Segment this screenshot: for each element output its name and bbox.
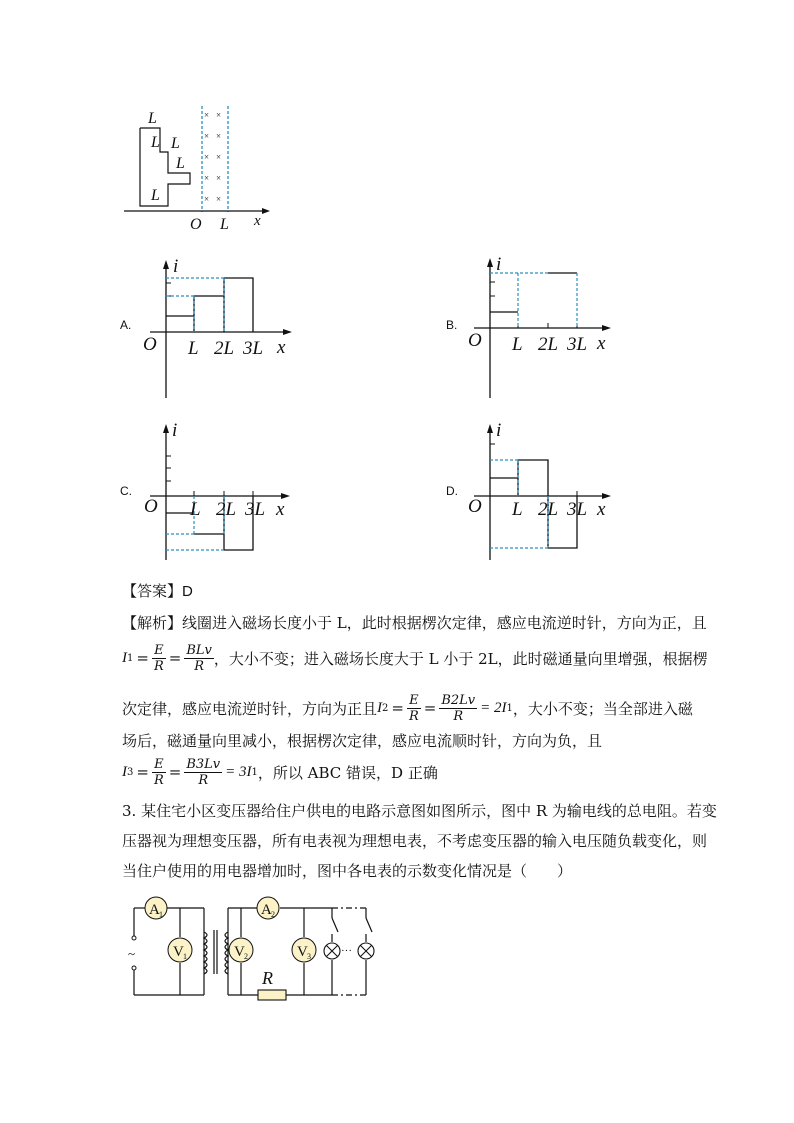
voltmeter-v2: [229, 938, 253, 962]
option-d-letter[interactable]: D.: [446, 484, 458, 498]
y-axis-label: i: [496, 420, 502, 441]
field-mark: ×: [204, 173, 210, 183]
ammeter-a2: [257, 897, 279, 919]
field-mark: ×: [216, 110, 222, 120]
voltmeter-v3: [292, 938, 316, 962]
axis-origin-label: O: [190, 216, 202, 233]
ammeter-a1: [145, 897, 167, 919]
voltmeter-v1-label: V: [173, 944, 184, 960]
coil-label-top: L: [148, 110, 157, 127]
analysis-text-4: 场后，磁通量向里减小，根据楞次定律，感应电流顺时针，方向为负，且: [122, 732, 603, 750]
y-axis-label: i: [172, 420, 178, 441]
x-axis-label: x: [277, 337, 286, 358]
origin-label: O: [143, 334, 157, 355]
origin-label: O: [144, 496, 158, 517]
eq3-sub: 3: [127, 766, 134, 778]
tick-label-3L: 3L: [245, 499, 266, 520]
lamp-icon: [324, 943, 340, 959]
voltmeter-v1-sub: 1: [183, 952, 187, 961]
tick-label-2L: 2L: [214, 338, 235, 359]
analysis-line-2: I 1 = $\frac{E}{R}$ = $\frac{\text{BLv}}{R}$ ，大小不变；进入磁场长度大于 L 小于 2L，此时磁通量向里增强，根据楞: [122, 642, 708, 674]
analysis-text-5: ，所以 ABC 错误，D 正确: [257, 763, 438, 782]
ammeter-a2-sub: 2: [271, 910, 275, 919]
voltmeter-v1: [168, 938, 192, 962]
eq3-lhs: I: [122, 763, 127, 780]
eq3-rhs-sub: 1: [251, 766, 258, 778]
y-axis-label: i: [173, 256, 179, 277]
answer-line: [122, 580, 193, 601]
lamp-dots: ···: [341, 945, 352, 957]
option-a-graph[interactable]: [138, 252, 308, 402]
axis-L-label: L: [220, 216, 229, 233]
y-axis-arrow: [163, 260, 169, 269]
x-axis-label: x: [276, 499, 285, 520]
eq1-sub: 1: [127, 652, 134, 664]
tick-label-3L: 3L: [243, 338, 264, 359]
origin-label: O: [468, 330, 482, 351]
voltmeter-v3-label: V: [297, 944, 308, 960]
question3-line-1: [122, 800, 717, 821]
analysis-line-5: I 3 = $\frac{E}{R}$ = $\frac{B3Lv}{R}$ = 3I 1 ，所以 ABC 错误，D 正确: [122, 756, 438, 788]
tick-label-3L: 3L: [567, 334, 588, 355]
question3-text-1: 3. 某住宅小区变压器给住户供电的电路示意图如图所示，图中 R 为输电线的总电阻。若变: [122, 802, 717, 820]
lamp-icon: [358, 943, 374, 959]
ac-source-symbol: ~: [128, 946, 136, 961]
current-step-3: [224, 278, 253, 332]
eq1-lhs: I: [122, 649, 127, 666]
x-axis-label: x: [597, 333, 606, 354]
option-d-graph[interactable]: [462, 418, 632, 568]
field-mark: ×: [216, 131, 222, 141]
coil-label-step3: L: [176, 155, 185, 172]
tick-label-L: L: [188, 338, 199, 359]
analysis-line-1: [122, 612, 707, 633]
voltmeter-v2-label: V: [234, 944, 245, 960]
tick-label-L: L: [512, 499, 523, 520]
option-c-letter[interactable]: C.: [120, 484, 132, 498]
tick-label-L: L: [190, 499, 201, 520]
x-axis-label: x: [597, 499, 606, 520]
field-marks: [204, 110, 221, 204]
eq2-frac2: $\frac{B2Lv}{R}$: [441, 692, 476, 724]
field-mark: ×: [204, 194, 210, 204]
eq1-frac2: $\frac{\text{BLv}}{R}$: [186, 642, 212, 674]
eq3-frac2: $\frac{B3Lv}{R}$: [186, 756, 221, 788]
eq3-frac1: $\frac{E}{R}$: [153, 756, 164, 788]
eq1-frac1: $\frac{E}{R}$: [153, 642, 164, 674]
tick-label-L: L: [512, 334, 523, 355]
eq2-lhs: I: [377, 699, 383, 716]
question3-line-2: [122, 830, 707, 851]
current-step-2: [518, 460, 548, 496]
analysis-text-3a: 次定律，感应电流逆时针，方向为正且: [122, 699, 378, 718]
axis-x-label: x: [254, 213, 261, 229]
x-axis-arrow: [283, 329, 292, 335]
eq2-rhs-sub: 1: [506, 702, 513, 714]
analysis-line-3: 次定律，感应电流逆时针，方向为正且 I 2 = $\frac{E}{R}$ = $\frac{B2Lv}{R}$ = 2I 1 ，大小不变；当全部进入磁: [122, 692, 693, 724]
option-c-graph[interactable]: [138, 418, 308, 568]
field-mark: ×: [216, 152, 222, 162]
ammeter-a1-label: A: [149, 902, 160, 918]
ammeter-a2-label: A: [261, 902, 272, 918]
tick-label-2L: 2L: [538, 334, 559, 355]
question3-text-3: 当住户使用的用电器增加时，图中各电表的示数变化情况是（ ）: [122, 862, 573, 880]
tick-label-2L: 2L: [538, 499, 559, 520]
option-a-letter[interactable]: A.: [120, 318, 132, 332]
field-mark: ×: [216, 173, 222, 183]
analysis-text-2: ，大小不变；进入磁场长度大于 L 小于 2L，此时磁通量向里增强，根据楞: [213, 649, 708, 668]
coil-label-step2: L: [171, 135, 180, 152]
current-step-2: [194, 296, 224, 332]
analysis-text-3b: ，大小不变；当全部进入磁: [512, 699, 693, 718]
answer-label: 【答案】: [122, 582, 183, 600]
eq2-rhs: = 2I: [480, 699, 507, 716]
voltmeter-v3-sub: 3: [307, 952, 311, 961]
ammeter-a1-sub: 1: [159, 910, 163, 919]
tick-label-2L: 2L: [216, 499, 237, 520]
answer-value: D: [182, 583, 193, 600]
x-axis-arrow: [262, 208, 270, 214]
eq3-rhs: = 3I: [225, 763, 252, 780]
option-b-graph[interactable]: [462, 252, 632, 402]
resistor-label: R: [262, 968, 273, 988]
coil-label-bottom: L: [151, 187, 160, 204]
coil-label-step1: L: [151, 134, 160, 151]
analysis-line-4: [122, 730, 602, 751]
tick-label-3L: 3L: [567, 499, 588, 520]
coil-field-figure: [118, 100, 288, 235]
option-b-letter[interactable]: B.: [446, 318, 458, 332]
analysis-label: 【解析】: [122, 614, 183, 632]
origin-label: O: [468, 496, 482, 517]
y-axis-label: i: [496, 254, 502, 275]
question3-line-3: [122, 860, 572, 881]
eq2-sub: 2: [382, 702, 389, 714]
resistor-icon: [258, 990, 286, 1000]
field-mark: ×: [204, 110, 210, 120]
eq2-frac1: $\frac{E}{R}$: [408, 692, 419, 724]
field-mark: ×: [216, 194, 222, 204]
field-mark: ×: [204, 131, 210, 141]
analysis-text-1: 线圈进入磁场长度小于 L，此时根据楞次定律，感应电流逆时针，方向为正，且: [182, 614, 707, 632]
field-mark: ×: [204, 152, 210, 162]
question3-text-2: 压器视为理想变压器，所有电表视为理想电表，不考虑变压器的输入电压随负载变化，则: [122, 832, 708, 850]
voltmeter-v2-sub: 2: [244, 952, 248, 961]
transformer-circuit: [124, 890, 380, 1002]
